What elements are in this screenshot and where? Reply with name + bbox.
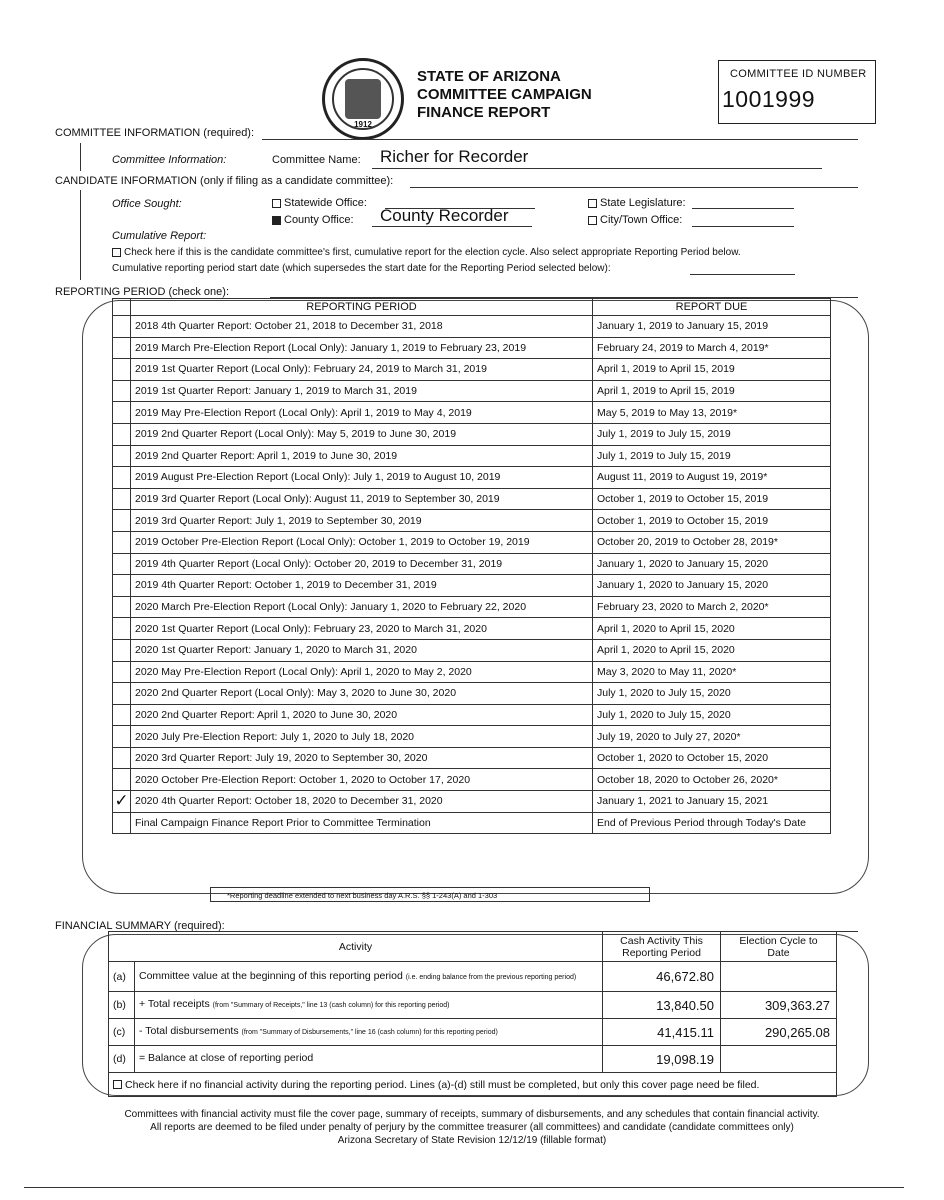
- county-office-option[interactable]: [272, 214, 354, 226]
- committee-name-field[interactable]: Richer for Recorder: [380, 147, 529, 166]
- row-note: (from "Summary of Disbursements," line 16 (cash column) for this reporting period): [241, 1029, 498, 1036]
- reporting-period-row[interactable]: [113, 618, 831, 640]
- due-text: April 1, 2019 to April 15, 2019: [593, 380, 831, 402]
- reporting-period-column-header: REPORTING PERIOD: [131, 299, 593, 316]
- committee-info-heading: COMMITTEE INFORMATION (required):: [55, 127, 255, 139]
- period-checkbox[interactable]: [113, 769, 131, 791]
- due-text: July 1, 2020 to July 15, 2020: [593, 704, 831, 726]
- period-checkbox[interactable]: [113, 510, 131, 532]
- cumulative-check-text: Check here if this is the candidate committee's first, cumulative report for the election cycle. Also select appropriate Reporting Period below.: [124, 247, 741, 258]
- committee-name-underline: [372, 167, 822, 169]
- period-text: 2019 3rd Quarter Report (Local Only): August 11, 2019 to September 30, 2019: [131, 488, 593, 510]
- period-checkbox[interactable]: [113, 812, 131, 834]
- statewide-checkbox[interactable]: [272, 199, 281, 208]
- financial-summary-table: [108, 931, 837, 1097]
- no-activity-text: Check here if no financial activity during the reporting period. Lines (a)-(d) still must be completed, but only this cover page need be filed.: [125, 1078, 760, 1091]
- statewide-office-option[interactable]: [272, 197, 367, 209]
- county-label: County Office:: [284, 214, 354, 226]
- reporting-period-row[interactable]: [113, 747, 831, 769]
- title-line-3: FINANCE REPORT: [417, 104, 551, 121]
- deadline-footnote: *Reporting deadline extended to next business day A.R.S. §§ 1-243(A) and 1-303: [210, 887, 650, 902]
- reporting-period-row[interactable]: [113, 510, 831, 532]
- period-checkbox[interactable]: [113, 445, 131, 467]
- due-text: August 11, 2019 to August 19, 2019*: [593, 467, 831, 489]
- reporting-period-table: [112, 298, 831, 834]
- period-text: 2020 July Pre-Election Report: July 1, 2020 to July 18, 2020: [131, 726, 593, 748]
- due-text: October 18, 2020 to October 26, 2020*: [593, 769, 831, 791]
- period-text: 2019 2nd Quarter Report (Local Only): May 5, 2019 to June 30, 2019: [131, 423, 593, 445]
- table-header-row: [113, 299, 831, 316]
- due-text: July 1, 2020 to July 15, 2020: [593, 683, 831, 705]
- period-checkbox[interactable]: [113, 359, 131, 381]
- row-label: - Total disbursements: [139, 1025, 239, 1037]
- period-checkbox[interactable]: [113, 467, 131, 489]
- city-town-option[interactable]: [588, 214, 682, 226]
- due-text: July 1, 2019 to July 15, 2019: [593, 445, 831, 467]
- row-description: [135, 962, 603, 992]
- reporting-period-row[interactable]: [113, 661, 831, 683]
- cash-activity-column-header: [603, 932, 721, 962]
- seal-emblem: [345, 79, 381, 119]
- fs-header-row: [109, 932, 837, 962]
- candidate-info-heading: CANDIDATE INFORMATION (only if filing as a candidate committee):: [55, 175, 394, 187]
- period-text: 2019 October Pre-Election Report (Local Only): October 1, 2019 to October 19, 2019: [131, 531, 593, 553]
- divider: [410, 186, 858, 188]
- footer-line-2: All reports are deemed to be filed under penalty of perjury by the committee treasurer (all committees) and candidate (candidate committees only): [150, 1122, 794, 1133]
- due-text: October 1, 2019 to October 15, 2019: [593, 510, 831, 532]
- reporting-period-row[interactable]: [113, 812, 831, 834]
- period-checkbox[interactable]: [113, 423, 131, 445]
- financial-summary-heading: FINANCIAL SUMMARY (required):: [55, 920, 225, 932]
- state-legislature-option[interactable]: [588, 197, 686, 209]
- cash-activity-field[interactable]: 46,672.80: [603, 962, 721, 992]
- citytown-label: City/Town Office:: [600, 214, 683, 226]
- period-checkbox[interactable]: [113, 337, 131, 359]
- title-line-1: STATE OF ARIZONA: [417, 68, 561, 85]
- committee-name-label: Committee Name:: [272, 154, 361, 166]
- period-text: 2019 3rd Quarter Report: July 1, 2019 to September 30, 2019: [131, 510, 593, 532]
- check-column-header: [113, 299, 131, 316]
- period-text: Final Campaign Finance Report Prior to Committee Termination: [131, 812, 593, 834]
- period-text: 2018 4th Quarter Report: October 21, 2018 to December 31, 2018: [131, 316, 593, 338]
- period-text: 2020 March Pre-Election Report (Local Only): January 1, 2020 to February 22, 2020: [131, 596, 593, 618]
- cumulative-check-option[interactable]: [112, 247, 741, 258]
- period-checkbox[interactable]: [113, 380, 131, 402]
- row-label: Committee value at the beginning of this reporting period: [139, 969, 403, 982]
- no-activity-option[interactable]: [109, 1073, 837, 1097]
- row-description: [135, 1046, 603, 1073]
- reporting-period-row[interactable]: [113, 683, 831, 705]
- period-checkbox[interactable]: [113, 683, 131, 705]
- row-letter: (a): [109, 962, 135, 992]
- committee-id-value[interactable]: 1001999: [722, 86, 816, 112]
- cash-header-line-1: Cash Activity This: [620, 934, 703, 947]
- cash-activity-field[interactable]: 13,840.50: [603, 992, 721, 1019]
- cumulative-report-label: Cumulative Report:: [112, 230, 207, 242]
- legislature-underline: [692, 207, 794, 209]
- period-text: 2020 4th Quarter Report: October 18, 2020 to December 31, 2020: [131, 791, 593, 813]
- period-checkbox[interactable]: [113, 488, 131, 510]
- committee-info-label: Committee Information:: [112, 154, 227, 166]
- reporting-period-row[interactable]: [113, 596, 831, 618]
- period-text: 2019 4th Quarter Report: October 1, 2019 to December 31, 2019: [131, 575, 593, 597]
- footer-line-1: Committees with financial activity must file the cover page, summary of receipts, summary of disbursements, and any schedules that contain financial activity.: [124, 1109, 820, 1120]
- election-cycle-field[interactable]: 290,265.08: [721, 1019, 837, 1046]
- election-cycle-field[interactable]: [721, 1046, 837, 1073]
- row-note: (from "Summary of Receipts," line 13 (cash column) for this reporting period): [212, 1002, 450, 1009]
- cash-activity-field[interactable]: 41,415.11: [603, 1019, 721, 1046]
- row-letter: (d): [109, 1046, 135, 1073]
- period-checkbox[interactable]: ✓: [114, 791, 129, 811]
- due-text: January 1, 2019 to January 15, 2019: [593, 316, 831, 338]
- reporting-period-row[interactable]: [113, 639, 831, 661]
- reporting-period-row[interactable]: [113, 359, 831, 381]
- financial-row: [109, 1046, 837, 1073]
- office-sought-label: Office Sought:: [112, 198, 182, 210]
- financial-row: [109, 962, 837, 992]
- reporting-period-row[interactable]: [113, 553, 831, 575]
- period-checkbox[interactable]: [113, 639, 131, 661]
- row-note: (i.e. ending balance from the previous reporting period): [405, 973, 577, 981]
- due-text: End of Previous Period through Today's Date: [593, 812, 831, 834]
- period-checkbox[interactable]: [113, 726, 131, 748]
- citytown-underline: [692, 225, 794, 227]
- period-text: 2020 October Pre-Election Report: October 1, 2020 to October 17, 2020: [131, 769, 593, 791]
- reporting-period-row[interactable]: [113, 402, 831, 424]
- cycle-header-line-2: Date: [767, 946, 790, 959]
- due-text: May 5, 2019 to May 13, 2019*: [593, 402, 831, 424]
- period-checkbox[interactable]: [113, 316, 131, 338]
- election-cycle-field[interactable]: [721, 962, 837, 992]
- bracket-line: [80, 190, 81, 280]
- period-checkbox[interactable]: [113, 704, 131, 726]
- reporting-period-row[interactable]: [113, 488, 831, 510]
- cumulative-checkbox[interactable]: [112, 248, 121, 257]
- reporting-period-row[interactable]: [113, 316, 831, 338]
- row-label: = Balance at close of reporting period: [139, 1052, 314, 1064]
- election-cycle-field[interactable]: 309,363.27: [721, 992, 837, 1019]
- cumulative-start-text: Cumulative reporting period start date (which supersedes the start date for the Reporting Period selected below):: [112, 263, 611, 274]
- row-label: + Total receipts: [139, 998, 210, 1010]
- row-description: [135, 992, 603, 1019]
- row-letter: (b): [109, 992, 135, 1019]
- period-text: 2019 August Pre-Election Report (Local Only): July 1, 2019 to August 10, 2019: [131, 467, 593, 489]
- row-letter: (c): [109, 1019, 135, 1046]
- reporting-period-row[interactable]: [113, 423, 831, 445]
- cash-activity-field[interactable]: 19,098.19: [603, 1046, 721, 1073]
- period-text: 2020 2nd Quarter Report: April 1, 2020 to June 30, 2020: [131, 704, 593, 726]
- period-checkbox[interactable]: [113, 596, 131, 618]
- due-text: July 1, 2019 to July 15, 2019: [593, 423, 831, 445]
- due-text: October 1, 2019 to October 15, 2019: [593, 488, 831, 510]
- footer: [40, 1108, 904, 1147]
- period-checkbox[interactable]: [113, 553, 131, 575]
- due-text: July 19, 2020 to July 27, 2020*: [593, 726, 831, 748]
- due-text: February 23, 2020 to March 2, 2020*: [593, 596, 831, 618]
- period-checkbox[interactable]: [113, 575, 131, 597]
- period-text: 2019 1st Quarter Report (Local Only): February 24, 2019 to March 31, 2019: [131, 359, 593, 381]
- bottom-rule: [24, 1186, 904, 1188]
- due-text: May 3, 2020 to May 11, 2020*: [593, 661, 831, 683]
- period-text: 2019 May Pre-Election Report (Local Only): April 1, 2019 to May 4, 2019: [131, 402, 593, 424]
- due-text: April 1, 2020 to April 15, 2020: [593, 639, 831, 661]
- due-text: January 1, 2020 to January 15, 2020: [593, 553, 831, 575]
- period-checkbox[interactable]: [113, 618, 131, 640]
- reporting-period-row[interactable]: [113, 704, 831, 726]
- due-text: January 1, 2021 to January 15, 2021: [593, 791, 831, 813]
- no-activity-checkbox[interactable]: [113, 1080, 122, 1089]
- period-checkbox[interactable]: [113, 747, 131, 769]
- legislature-checkbox[interactable]: [588, 199, 597, 208]
- report-due-column-header: REPORT DUE: [593, 299, 831, 316]
- county-checkbox[interactable]: [272, 216, 281, 225]
- citytown-checkbox[interactable]: [588, 216, 597, 225]
- period-text: 2020 1st Quarter Report: January 1, 2020 to March 31, 2020: [131, 639, 593, 661]
- statewide-label: Statewide Office:: [284, 197, 367, 209]
- cash-header-line-2: Reporting Period: [622, 946, 701, 959]
- reporting-period-row[interactable]: [113, 791, 831, 813]
- reporting-period-heading: REPORTING PERIOD (check one):: [55, 286, 230, 298]
- reporting-period-row[interactable]: [113, 531, 831, 553]
- financial-row: [109, 992, 837, 1019]
- period-text: 2019 4th Quarter Report (Local Only): October 20, 2019 to December 31, 2019: [131, 553, 593, 575]
- title-line-2: COMMITTEE CAMPAIGN: [417, 86, 592, 103]
- bracket-line: [80, 143, 81, 171]
- county-office-field[interactable]: County Recorder: [380, 206, 509, 225]
- due-text: October 1, 2020 to October 15, 2020: [593, 747, 831, 769]
- legislature-label: State Legislature:: [600, 197, 686, 209]
- row-description: [135, 1019, 603, 1046]
- divider: [262, 138, 858, 140]
- period-text: 2019 2nd Quarter Report: April 1, 2019 to June 30, 2019: [131, 445, 593, 467]
- activity-column-header: Activity: [109, 932, 603, 962]
- reporting-period-row[interactable]: [113, 575, 831, 597]
- due-text: February 24, 2019 to March 4, 2019*: [593, 337, 831, 359]
- form-title: [417, 68, 592, 122]
- period-text: 2020 2nd Quarter Report (Local Only): May 3, 2020 to June 30, 2020: [131, 683, 593, 705]
- period-checkbox[interactable]: [113, 661, 131, 683]
- due-text: April 1, 2020 to April 15, 2020: [593, 618, 831, 640]
- period-text: 2020 1st Quarter Report (Local Only): February 23, 2020 to March 31, 2020: [131, 618, 593, 640]
- reporting-period-row[interactable]: [113, 380, 831, 402]
- cumulative-start-underline[interactable]: [690, 273, 795, 275]
- period-text: 2019 March Pre-Election Report (Local Only): January 1, 2019 to February 23, 2019: [131, 337, 593, 359]
- state-seal-logo: [322, 58, 404, 140]
- period-text: 2019 1st Quarter Report: January 1, 2019 to March 31, 2019: [131, 380, 593, 402]
- period-checkbox[interactable]: [113, 402, 131, 424]
- reporting-period-row[interactable]: [113, 769, 831, 791]
- reporting-period-row[interactable]: [113, 726, 831, 748]
- reporting-period-row[interactable]: [113, 445, 831, 467]
- committee-id-label: COMMITTEE ID NUMBER: [730, 68, 867, 80]
- due-text: April 1, 2019 to April 15, 2019: [593, 359, 831, 381]
- due-text: January 1, 2020 to January 15, 2020: [593, 575, 831, 597]
- due-text: October 20, 2019 to October 28, 2019*: [593, 531, 831, 553]
- period-checkbox[interactable]: [113, 531, 131, 553]
- period-text: 2020 May Pre-Election Report (Local Only): April 1, 2020 to May 2, 2020: [131, 661, 593, 683]
- election-cycle-column-header: [721, 932, 837, 962]
- financial-row: [109, 1019, 837, 1046]
- seal-year: 1912: [354, 120, 372, 129]
- no-activity-row: [109, 1073, 837, 1097]
- reporting-period-row[interactable]: [113, 467, 831, 489]
- period-text: 2020 3rd Quarter Report: July 19, 2020 to September 30, 2020: [131, 747, 593, 769]
- cycle-header-line-1: Election Cycle to: [739, 934, 818, 947]
- footer-line-3: Arizona Secretary of State Revision 12/12/19 (fillable format): [337, 1135, 607, 1146]
- county-underline: [372, 225, 532, 227]
- reporting-period-row[interactable]: [113, 337, 831, 359]
